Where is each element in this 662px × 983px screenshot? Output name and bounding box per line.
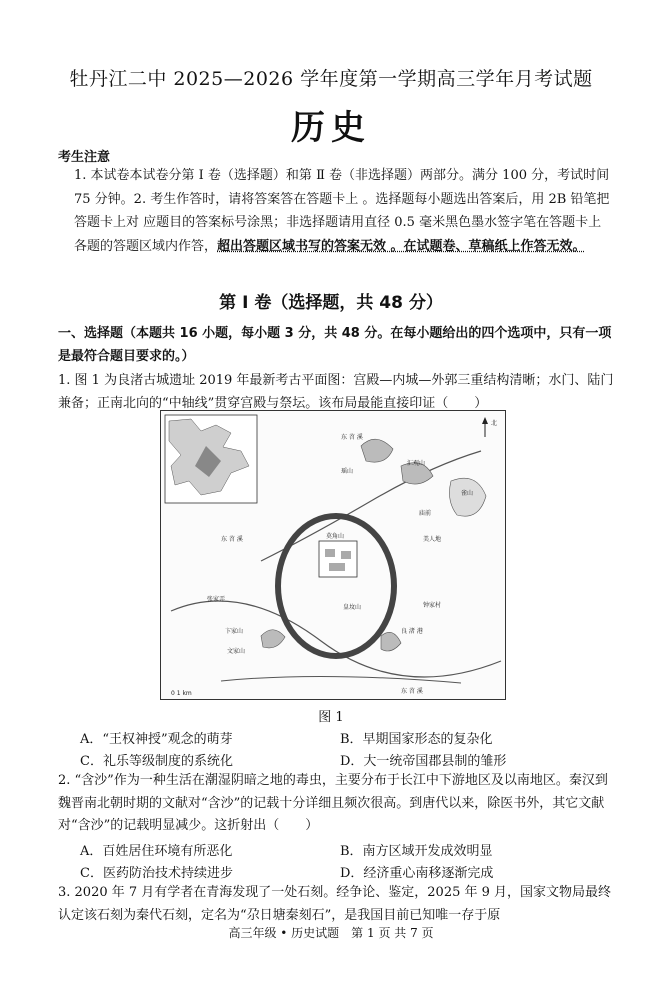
label-scale: 0 1 km bbox=[171, 690, 192, 697]
label-huiguanshan: 汇观山 bbox=[407, 460, 426, 467]
palace-area bbox=[319, 541, 357, 577]
question-2-options bbox=[80, 838, 600, 882]
question-1-options bbox=[80, 726, 600, 770]
river-north bbox=[261, 451, 481, 561]
option-2b[interactable]: B．南方区域开发成效明显 bbox=[340, 843, 493, 859]
label-mojiaoshan: 莫角山 bbox=[326, 533, 345, 540]
label-dongtiaoxi: 东 苕 溪 bbox=[341, 434, 363, 441]
label-yaoshan: 瑶山 bbox=[341, 468, 354, 475]
label-gaoshan: 雀山 bbox=[461, 490, 474, 497]
label-huangfen: 皇坟山 bbox=[343, 604, 362, 611]
figure-1-map bbox=[160, 410, 506, 700]
question-3-stem: 3. 2020 年 7 月有学者在青海发现了一处石刻。经争论、鉴定，2025 年 9 月，国家文物局最终认定该石刻为秦代石刻，定名为“尕日塘秦刻石”，是我国目前已知唯一存于原 bbox=[58, 885, 612, 923]
question-1 bbox=[58, 370, 618, 415]
label-shangjia: 美人地 bbox=[423, 536, 442, 543]
label-zhanggong: 张家弄 bbox=[207, 596, 226, 603]
hill-south-west bbox=[261, 630, 285, 648]
label-liangzhu: 良 渚 港 bbox=[401, 628, 423, 635]
options-row bbox=[80, 838, 600, 860]
option-2c[interactable]: C．医药防治技术持续进步 bbox=[80, 865, 233, 881]
notice-heading: 考生注意 bbox=[58, 150, 111, 165]
options-row bbox=[80, 726, 600, 748]
question-2-stem: 2. “含沙”作为一种生活在潮湿阴暗之地的毒虫，主要分布于长江中下游地区及以南地区。秦汉到魏晋南北朝时期的文献对“含沙”的记载十分详细且频次很高。到唐代以来，除医书外，其它文献对“含沙”的记载明显减少。这折射出（ ） bbox=[58, 773, 608, 833]
label-north: 北 bbox=[491, 420, 498, 427]
option-2a[interactable]: A．百姓居住环境有所恶化 bbox=[80, 843, 233, 859]
option-1a[interactable]: A．“王权神授”观念的萌芽 bbox=[80, 731, 233, 747]
palace-building-3 bbox=[329, 563, 345, 571]
page-footer: 高三年级 • 历史试题 第 1 页 共 7 页 bbox=[228, 926, 434, 940]
north-arrow-head bbox=[482, 417, 488, 424]
liangzhu-map-svg bbox=[161, 411, 507, 701]
palace-building-2 bbox=[341, 551, 351, 559]
label-bianjia: 卞家山 bbox=[225, 628, 244, 635]
options-row bbox=[80, 860, 600, 882]
notice-text-main: 1. 本试卷本试卷分第 Ⅰ 卷（选择题）和第 Ⅱ 卷（非选择题）两部分。满分 100 分，考试时间 75 分钟。2. 考生作答时，请将答案答在答题卡上 。选择题每小题选出答案后，用 2B 铅笔把答题卡上对 应题目的答案标号涂黑；非选择题请用直径 0.5 毫米黑色墨水签字笔在答题卡上各题的答题区域内作答， bbox=[74, 168, 610, 254]
palace-building-1 bbox=[325, 549, 335, 557]
subject-title: 历史 bbox=[291, 108, 371, 148]
label-xitiaoxi: 东 苕 溪 bbox=[221, 536, 243, 543]
option-2d[interactable]: D．经济重心南移逐渐完成 bbox=[340, 865, 494, 881]
question-1-stem: 1. 图 1 为良渚古城遗址 2019 年最新考古平面图：宫殿—内城—外郭三重结构清晰；水门、陆门兼备；正南北向的“中轴线”贯穿宫殿与祭坛。该布局最能直接印证（ ） bbox=[58, 373, 614, 411]
label-yanjiashan: 钟家村 bbox=[423, 602, 442, 609]
river-south bbox=[171, 601, 501, 677]
part1-title: 第 Ⅰ 卷（选择题，共 48 分） bbox=[219, 293, 443, 313]
question-3 bbox=[58, 882, 618, 927]
label-wenjiashan: 文家山 bbox=[227, 648, 246, 655]
options-row bbox=[80, 748, 600, 770]
option-1c[interactable]: C．礼乐等级制度的系统化 bbox=[80, 753, 233, 769]
option-1d[interactable]: D．大一统帝国郡县制的雏形 bbox=[340, 753, 507, 769]
hill-south-east bbox=[381, 632, 401, 651]
figure-1-caption: 图 1 bbox=[318, 710, 344, 725]
hill-east bbox=[449, 478, 486, 516]
label-miaoqian: 庙前 bbox=[419, 510, 432, 517]
notice-text bbox=[74, 164, 614, 258]
notice-text-bold: 超出答题区域书写的答案无效 。在试题卷、草稿纸上作答无效。 bbox=[217, 238, 586, 254]
question-2 bbox=[58, 770, 618, 838]
section-heading: 一、选择题（本题共 16 小题，每小题 3 分，共 48 分。在每小题给出的四个选项中，只有一项是最符合题目要求的。） bbox=[58, 326, 612, 364]
option-1b[interactable]: B．早期国家形态的复杂化 bbox=[340, 731, 493, 747]
exam-title: 牡丹江二中 2025—2026 学年度第一学期高三学年月考试题 bbox=[69, 68, 593, 90]
hill-yaoshan bbox=[361, 439, 393, 462]
label-dongtiao2: 东 苕 溪 bbox=[401, 688, 423, 695]
